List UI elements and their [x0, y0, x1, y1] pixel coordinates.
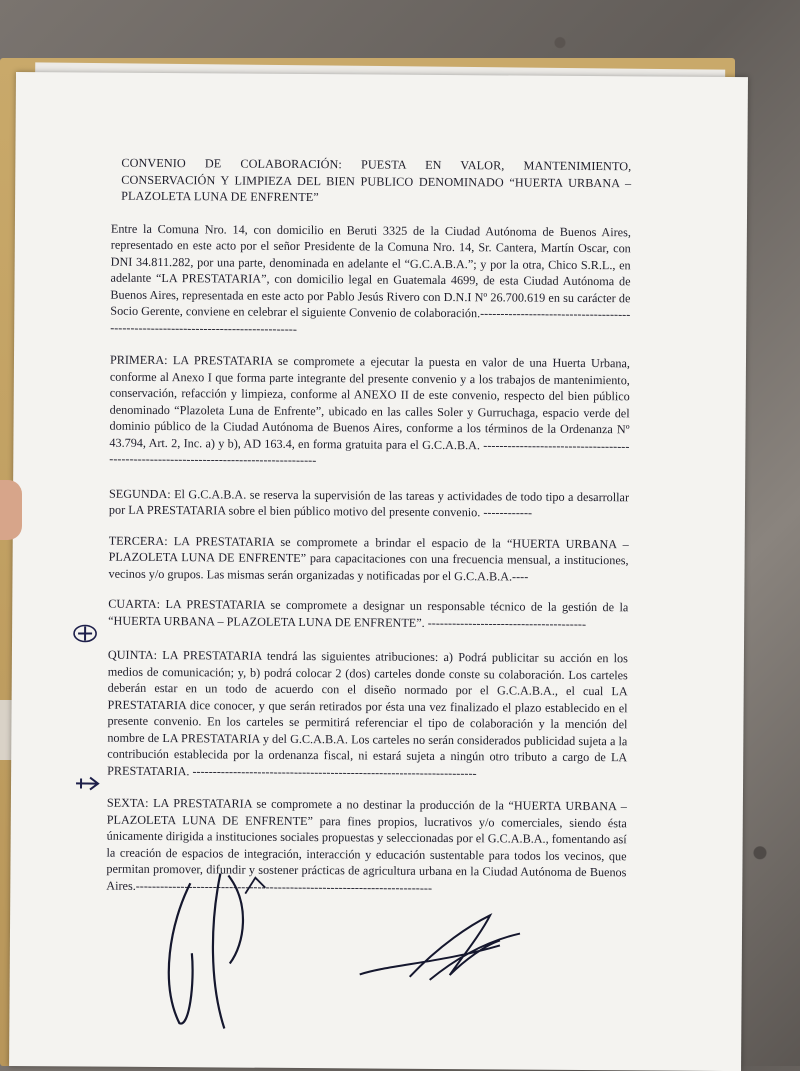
signature-right-icon: [350, 904, 531, 995]
margin-plus-mark-icon: [72, 622, 98, 644]
signature-left-icon: [149, 863, 270, 1034]
document-page: [9, 72, 748, 1071]
clause-quinta: QUINTA: LA PRESTATARIA tendrá las siguientes atribuciones: a) Podrá publicitar su acción en los medios de comunicación; y, b) podrá colocar 2 (dos) carteles donde conste su colaboración. Los carteles deberán estar en un todo de acuerdo con el diseño normado por el G.C.A.B.A., el cual LA PRESTATARIA dice conocer, y que serán retirados por ésta una vez finalizado el plazo establecido en el presente convenio. En los carteles se permitirá referenciar el tipo de colaboración y la mención del nombre de LA PRESTATARIA y del G.C.A.B.A. Los carteles no serán considerados publicidad sujeta a la contribución establecida por la ordenanza fiscal, ni estará sujeta a ningún otro tributo a cargo de LA PRESTATARIA. ----------------------------------------------------------------------: [107, 647, 628, 780]
folder-edge: [0, 700, 12, 760]
clause-sexta: SEXTA: LA PRESTATARIA se compromete a no destinar la producción de la “HUERTA URBANA – PLAZOLETA LUNA DE ENFRENTE” para fines propios, lucrativos y/o comerciales, siendo ésta únicamente dirigida a instituciones sociales propuestas y seleccionadas por el G.C.A.B.A., fomentando así la creación de espacios de integración, interacción y educación sustentable para todos los vecinos, que permitan promover, difundir y sostener prácticas de agricultura urbana en la Ciudad Autónoma de Buenos Aires.-------------------------------------------------------------------------: [106, 795, 627, 895]
clause-segunda: SEGUNDA: El G.C.A.B.A. se reserva la supervisión de las tareas y actividades de todo tipo a desarrollar por LA PRESTATARIA sobre el bien público motivo del presente convenio. ------------: [108, 486, 630, 520]
thumb: [0, 480, 22, 540]
clause-cuarta: CUARTA: LA PRESTATARIA se compromete a designar un responsable técnico de la gestión de la “HUERTA URBANA – PLAZOLETA LUNA DE ENFRENTE”. ---------------------------------------: [108, 596, 629, 631]
document-title: CONVENIO DE COLABORACIÓN: PUESTA EN VALOR, MANTENIMIENTO, CONSERVACIÓN Y LIMPIEZA DEL BIEN PUBLICO DENOMINADO “HUERTA URBANA – PLAZOLETA LUNA DE ENFRENTE”: [121, 155, 632, 205]
clause-tercera: TERCERA: LA PRESTATARIA se compromete a brindar el espacio de la “HUERTA URBANA – PLAZOLETA LUNA DE ENFRENTE” para capacitaciones con una frecuencia mensual, a instituciones, vecinos y/o grupos. Las mismas serán organizadas y notificadas por el G.C.A.B.A.----: [108, 533, 629, 584]
clause-intro: Entre la Comuna Nro. 14, con domicilio en Beruti 3325 de la Ciudad Autónoma de Buenos Aires, representado en este acto por el señor Presidente de la Comuna Nro. 14, Sr. Cantera, Martín Oscar, con DNI 34.811.282, por una parte, denominada en adelante el “G.C.A.B.A.”; y por la otra, Chico S.R.L., en adelante “LA PRESTATARIA”, con domicilio legal en Guatemala 4699, de esta Ciudad Autónoma de Buenos Aires, representada en este acto por Pablo Jesús Rivero con D.N.I Nº 26.700.619 en su carácter de Socio Gerente, conviene en celebrar el siguiente Convenio de colaboración.-----------------------------------------------------------------------------------: [110, 221, 631, 336]
clause-primera: PRIMERA: LA PRESTATARIA se compromete a ejecutar la puesta en valor de una Huerta Urbana, conforme al Anexo I que forma parte integrante del presente convenio y a los trabajos de mantenimiento, conservación, refacción y limpieza, conforme al ANEXO II de este convenio, respecto del bien público denominado “Plazoleta Luna de Enfrente”, ubicado en las calles Soler y Gurruchaga, espacio verde del dominio público de la Ciudad Autónoma de Buenos Aires, conforme a los términos de la Ordenanza Nº 43.794, Art. 2, Inc. a) y b), AD 163.4, en forma gratuita para el G.C.A.B.A. ---------------------------------------------------------------------------------------: [109, 352, 631, 468]
document-body: [106, 155, 631, 909]
margin-arrow-mark-icon: [73, 774, 103, 792]
